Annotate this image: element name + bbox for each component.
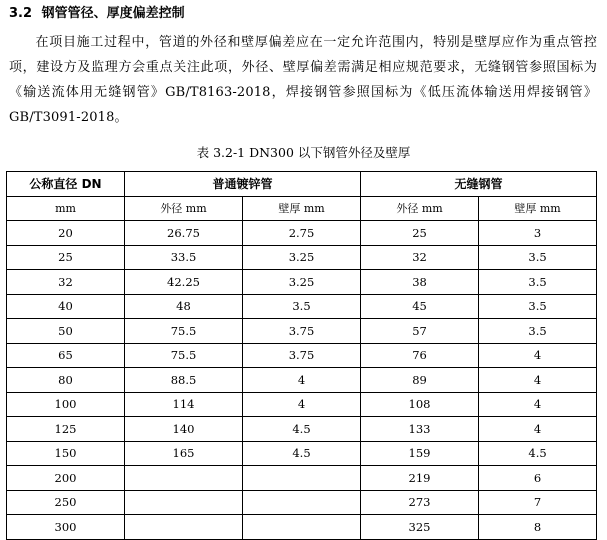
cell-galv-od: 88.5 — [125, 368, 243, 393]
subheader-galv-outer-diameter: 外径 mm — [125, 196, 243, 221]
cell-seam-wall: 3 — [479, 221, 597, 246]
cell-galv-wall: 4 — [243, 392, 361, 417]
cell-dn: 20 — [7, 221, 125, 246]
cell-seam-od: 219 — [361, 466, 479, 491]
cell-seam-od: 159 — [361, 441, 479, 466]
cell-galv-wall — [243, 490, 361, 515]
cell-seam-wall: 3.5 — [479, 245, 597, 270]
table-header-row — [7, 172, 597, 197]
subheader-galv-wall-thickness: 壁厚 mm — [243, 196, 361, 221]
cell-dn: 300 — [7, 515, 125, 540]
cell-seam-wall: 6 — [479, 466, 597, 491]
cell-galv-wall: 3.75 — [243, 319, 361, 344]
cell-dn: 65 — [7, 343, 125, 368]
cell-galv-wall: 4.5 — [243, 441, 361, 466]
table-row — [7, 368, 597, 393]
cell-seam-od: 45 — [361, 294, 479, 319]
table-row — [7, 441, 597, 466]
cell-seam-od: 325 — [361, 515, 479, 540]
cell-dn: 50 — [7, 319, 125, 344]
cell-seam-wall: 4 — [479, 392, 597, 417]
cell-galv-wall: 3.25 — [243, 270, 361, 295]
cell-dn: 200 — [7, 466, 125, 491]
cell-galv-wall — [243, 466, 361, 491]
cell-seam-od: 38 — [361, 270, 479, 295]
cell-seam-od: 133 — [361, 417, 479, 442]
cell-dn: 40 — [7, 294, 125, 319]
cell-galv-od: 42.25 — [125, 270, 243, 295]
cell-galv-wall: 4.5 — [243, 417, 361, 442]
cell-galv-od: 48 — [125, 294, 243, 319]
cell-seam-od: 25 — [361, 221, 479, 246]
section-title: 钢管管径、厚度偏差控制 — [41, 6, 185, 21]
cell-seam-wall: 4 — [479, 417, 597, 442]
cell-seam-od: 32 — [361, 245, 479, 270]
table-subheader-row — [7, 196, 597, 221]
table-row — [7, 466, 597, 491]
cell-dn: 250 — [7, 490, 125, 515]
cell-galv-od: 75.5 — [125, 343, 243, 368]
subheader-seamless-wall-thickness: 壁厚 mm — [479, 196, 597, 221]
cell-seam-od: 89 — [361, 368, 479, 393]
cell-seam-wall: 8 — [479, 515, 597, 540]
table-row — [7, 343, 597, 368]
table-body — [7, 221, 597, 540]
cell-seam-od: 57 — [361, 319, 479, 344]
cell-galv-od: 114 — [125, 392, 243, 417]
cell-galv-wall — [243, 515, 361, 540]
table-row — [7, 319, 597, 344]
cell-seam-wall: 7 — [479, 490, 597, 515]
cell-seam-wall: 3.5 — [479, 319, 597, 344]
cell-dn: 32 — [7, 270, 125, 295]
cell-seam-wall: 4 — [479, 343, 597, 368]
cell-dn: 150 — [7, 441, 125, 466]
cell-galv-od: 26.75 — [125, 221, 243, 246]
table-row — [7, 270, 597, 295]
cell-galv-od: 140 — [125, 417, 243, 442]
cell-galv-od: 33.5 — [125, 245, 243, 270]
cell-dn: 125 — [7, 417, 125, 442]
table-row — [7, 221, 597, 246]
table-row — [7, 417, 597, 442]
table-row — [7, 245, 597, 270]
table-row — [7, 490, 597, 515]
section-number: 3.2 — [9, 6, 33, 21]
cell-galv-od — [125, 466, 243, 491]
header-galvanized-pipe: 普通镀锌管 — [125, 172, 361, 197]
cell-seam-od: 76 — [361, 343, 479, 368]
cell-galv-od: 75.5 — [125, 319, 243, 344]
cell-seam-wall: 3.5 — [479, 294, 597, 319]
cell-galv-od — [125, 490, 243, 515]
cell-galv-wall: 3.75 — [243, 343, 361, 368]
paragraph-text: 在项目施工过程中，管道的外径和壁厚偏差应在一定允许范围内，特别是壁厚应作为重点管控项，建设方及监理方会重点关注此项，外径、壁厚偏差需满足相应规范要求，无缝钢管参照国标为《输送流体用无缝钢管》GB/T8163-2018，焊接钢管参照国标为《低压流体输送用焊接钢管》GB/T3091-2018。 — [9, 35, 597, 125]
table-caption: 表 3.2-1 DN300 以下钢管外径及壁厚 — [196, 145, 411, 160]
cell-galv-wall: 2.75 — [243, 221, 361, 246]
header-nominal-diameter: 公称直径 DN — [7, 172, 125, 197]
table-row — [7, 515, 597, 540]
cell-seam-od: 108 — [361, 392, 479, 417]
cell-seam-od: 273 — [361, 490, 479, 515]
pipe-dimension-table — [6, 171, 597, 540]
cell-dn: 25 — [7, 245, 125, 270]
cell-galv-od: 165 — [125, 441, 243, 466]
cell-seam-wall: 3.5 — [479, 270, 597, 295]
cell-seam-wall: 4.5 — [479, 441, 597, 466]
table-row — [7, 294, 597, 319]
table-row — [7, 392, 597, 417]
cell-dn: 100 — [7, 392, 125, 417]
cell-dn: 80 — [7, 368, 125, 393]
cell-seam-wall: 4 — [479, 368, 597, 393]
section-heading — [9, 6, 185, 22]
cell-galv-wall: 3.25 — [243, 245, 361, 270]
cell-galv-wall: 3.5 — [243, 294, 361, 319]
subheader-dn-unit: mm — [7, 196, 125, 221]
header-seamless-pipe: 无缝钢管 — [361, 172, 597, 197]
cell-galv-wall: 4 — [243, 368, 361, 393]
cell-galv-od — [125, 515, 243, 540]
subheader-seamless-outer-diameter: 外径 mm — [361, 196, 479, 221]
body-paragraph — [9, 30, 597, 130]
